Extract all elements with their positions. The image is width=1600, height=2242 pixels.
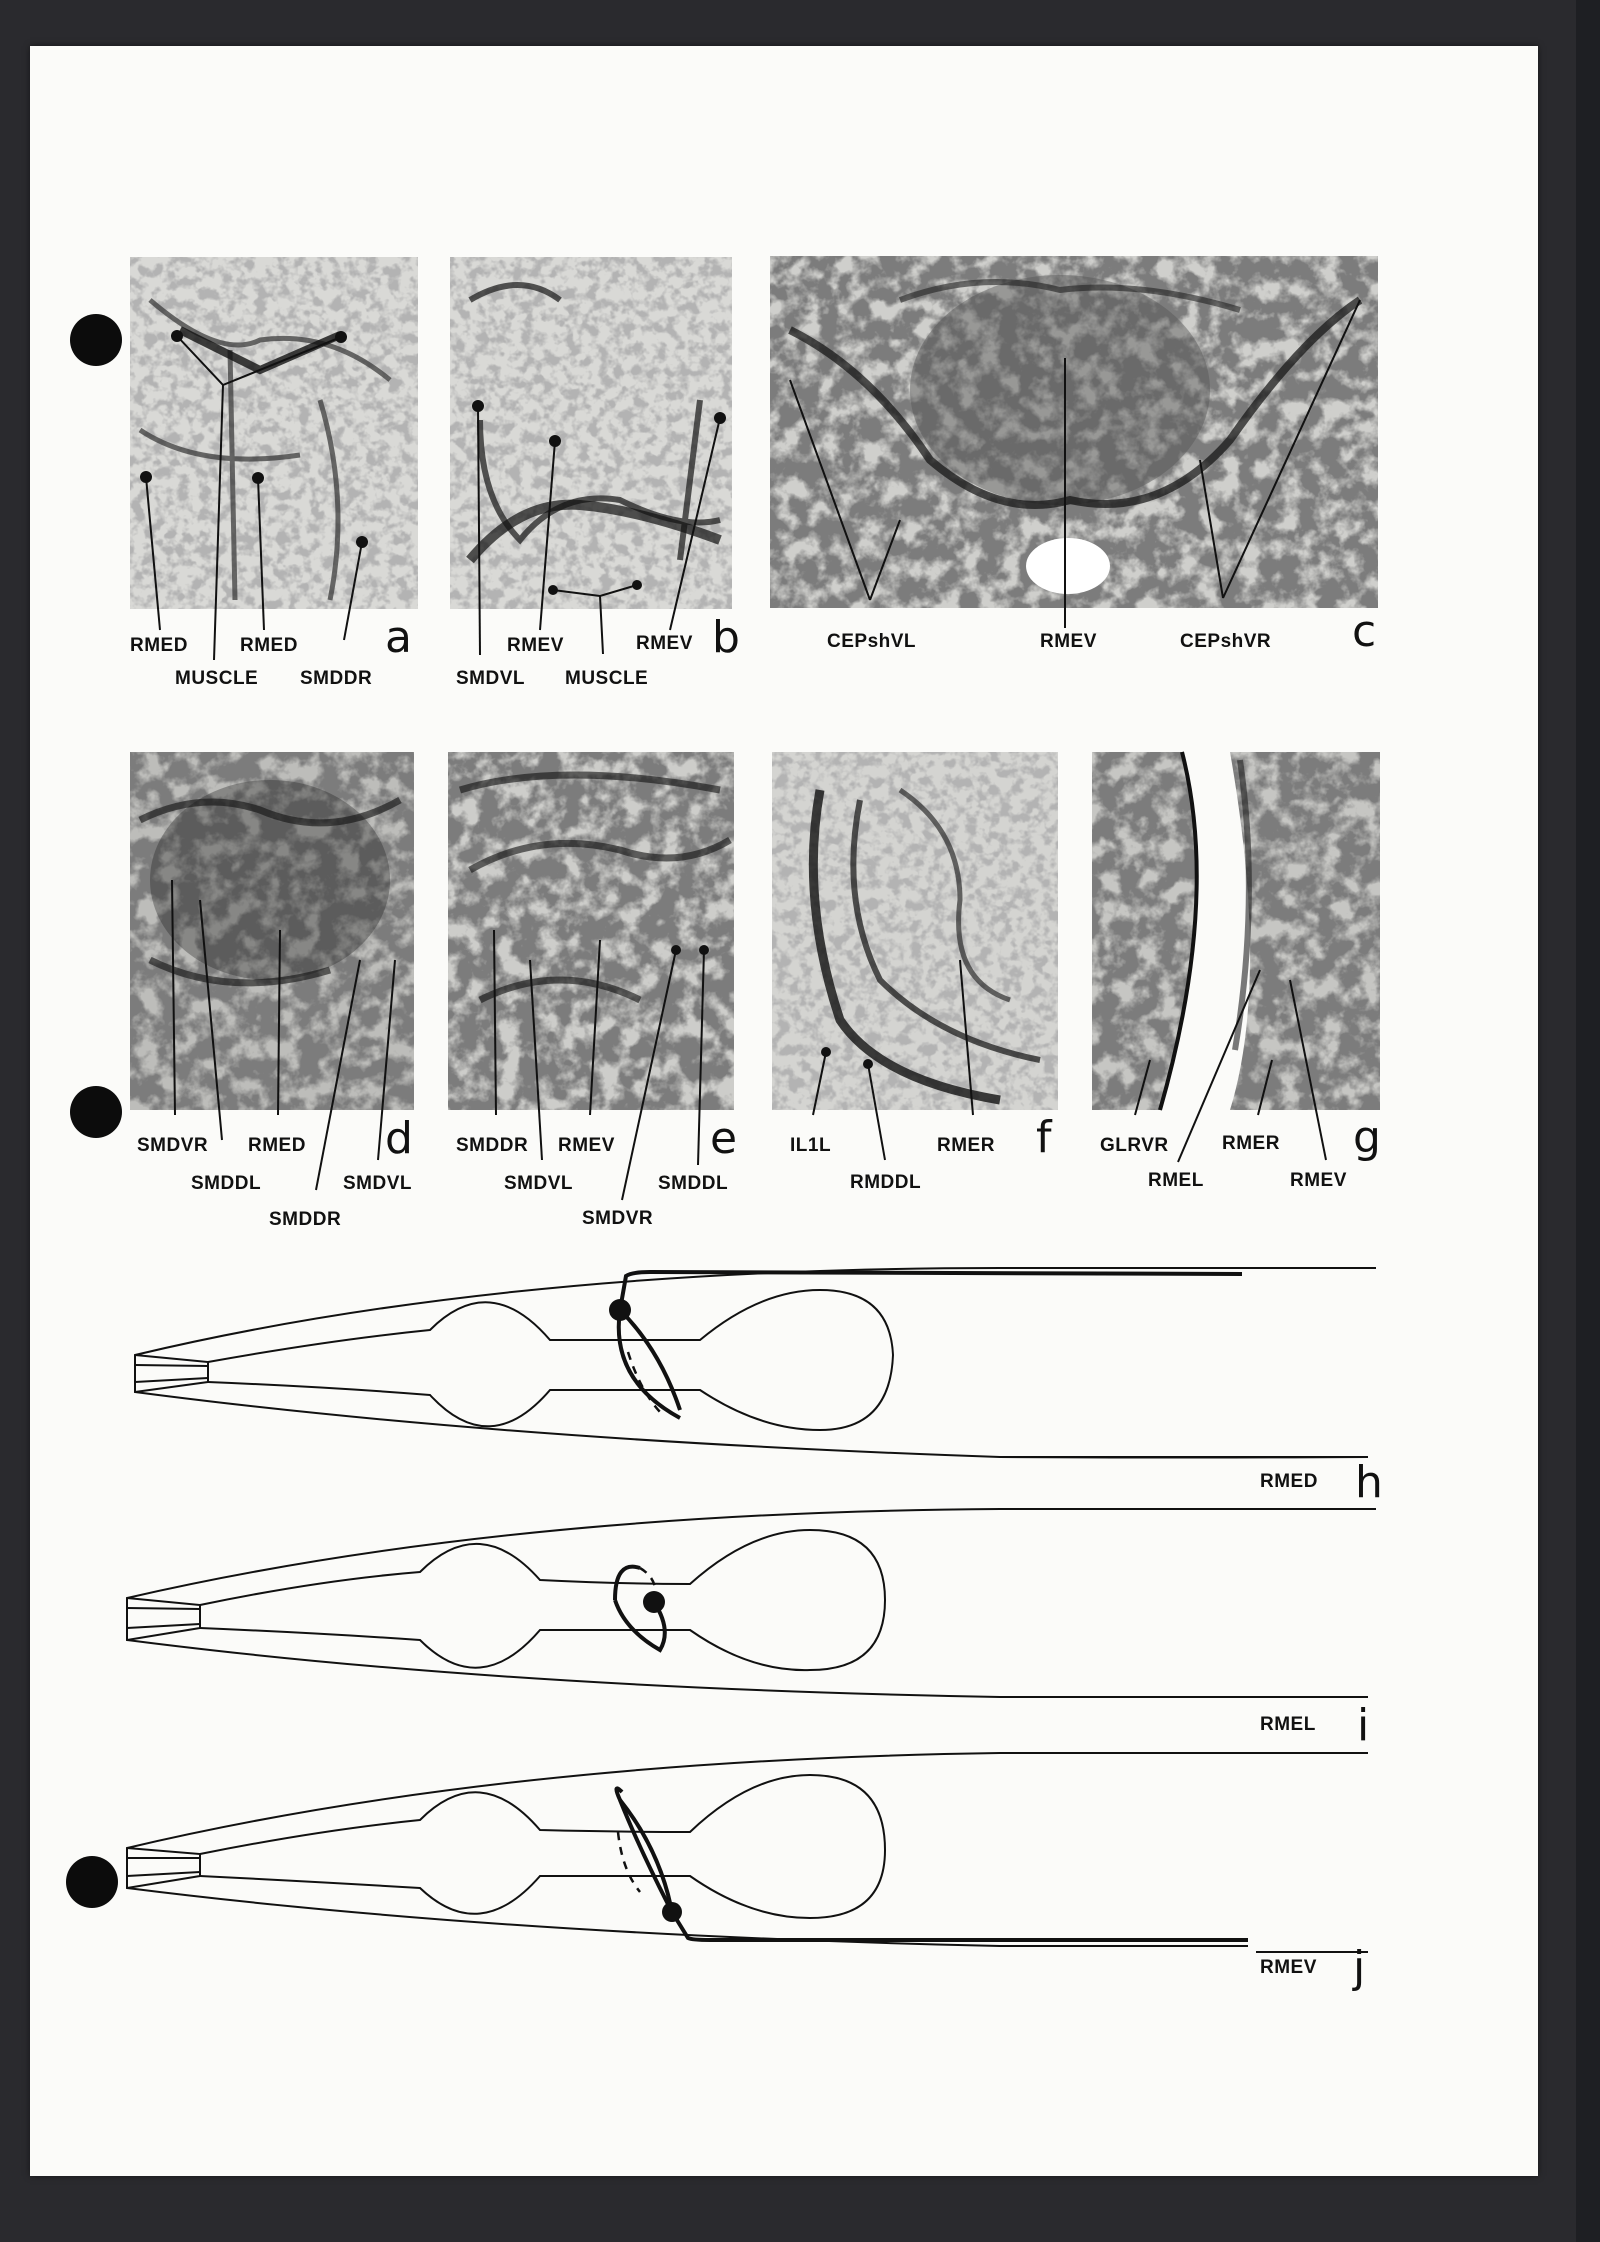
diagram-h-letter: h <box>1355 1457 1383 1508</box>
panel-a-label-muscle: MUSCLE <box>175 668 259 689</box>
panel-e-label-smdvl: SMDVL <box>504 1173 573 1194</box>
micrograph-panel-d <box>130 752 414 1230</box>
panel-b-label-rmev-left: RMEV <box>507 635 564 656</box>
panel-a-label-rmed-left: RMED <box>130 635 188 656</box>
panel-b-letter: b <box>712 612 740 663</box>
panel-g-label-glrvr: GLRVR <box>1100 1135 1169 1156</box>
panel-f-label-il1l: IL1L <box>790 1135 832 1156</box>
panel-e-label-rmev: RMEV <box>558 1135 615 1156</box>
panel-b-label-rmev-right: RMEV <box>636 633 693 654</box>
diagram-h-label: RMED <box>1260 1471 1318 1492</box>
panel-e-letter: e <box>710 1113 738 1164</box>
panel-b-label-smdvl: SMDVL <box>456 668 525 689</box>
micrograph-panel-b <box>450 257 740 689</box>
panel-c-label-rmev: RMEV <box>1040 631 1097 652</box>
panel-c-letter: c <box>1352 606 1377 657</box>
panel-c-label-cepshvl: CEPshVL <box>827 631 917 652</box>
panel-e-label-smddr: SMDDR <box>456 1135 529 1156</box>
micrograph-panel-c <box>770 256 1378 657</box>
panel-g-label-rmev: RMEV <box>1290 1170 1347 1191</box>
micrograph-panel-g <box>1092 752 1381 1191</box>
panel-d-letter: d <box>385 1113 413 1164</box>
panel-d-label-smddr: SMDDR <box>269 1209 342 1230</box>
panel-c-label-cepshvr: CEPshVR <box>1180 631 1272 652</box>
panel-d-label-rmed: RMED <box>248 1135 306 1156</box>
diagram-i-label: RMEL <box>1260 1714 1316 1735</box>
panel-f-letter: f <box>1036 1112 1052 1163</box>
panel-e-label-smddl: SMDDL <box>658 1173 729 1194</box>
micrograph-panel-f <box>772 752 1058 1193</box>
panel-d-label-smdvl: SMDVL <box>343 1173 412 1194</box>
panel-g-label-rmer: RMER <box>1222 1133 1280 1154</box>
panel-d-label-smddl: SMDDL <box>191 1173 262 1194</box>
panel-e-label-smdvr: SMDVR <box>582 1208 654 1229</box>
panel-f-label-rmddl: RMDDL <box>850 1172 922 1193</box>
worm-diagram-i <box>127 1509 1369 1753</box>
panel-g-letter: g <box>1353 1112 1381 1163</box>
micrograph-panel-a <box>130 257 418 689</box>
panel-a-letter: a <box>385 612 412 663</box>
panel-a-label-rmed-right: RMED <box>240 635 298 656</box>
panel-g-label-rmel: RMEL <box>1148 1170 1204 1191</box>
diagram-j-label: RMEV <box>1260 1957 1317 1978</box>
worm-diagram-h <box>135 1268 1383 1509</box>
diagram-j-letter: j <box>1353 1942 1366 1993</box>
panel-f-label-rmer: RMER <box>937 1135 995 1156</box>
micrograph-panel-e <box>448 752 737 1229</box>
panel-b-label-muscle: MUSCLE <box>565 668 649 689</box>
worm-diagram-j <box>127 1753 1368 1993</box>
panel-a-label-smddr: SMDDR <box>300 668 373 689</box>
panel-d-label-smdvr: SMDVR <box>137 1135 209 1156</box>
diagram-i-letter: i <box>1357 1700 1370 1751</box>
